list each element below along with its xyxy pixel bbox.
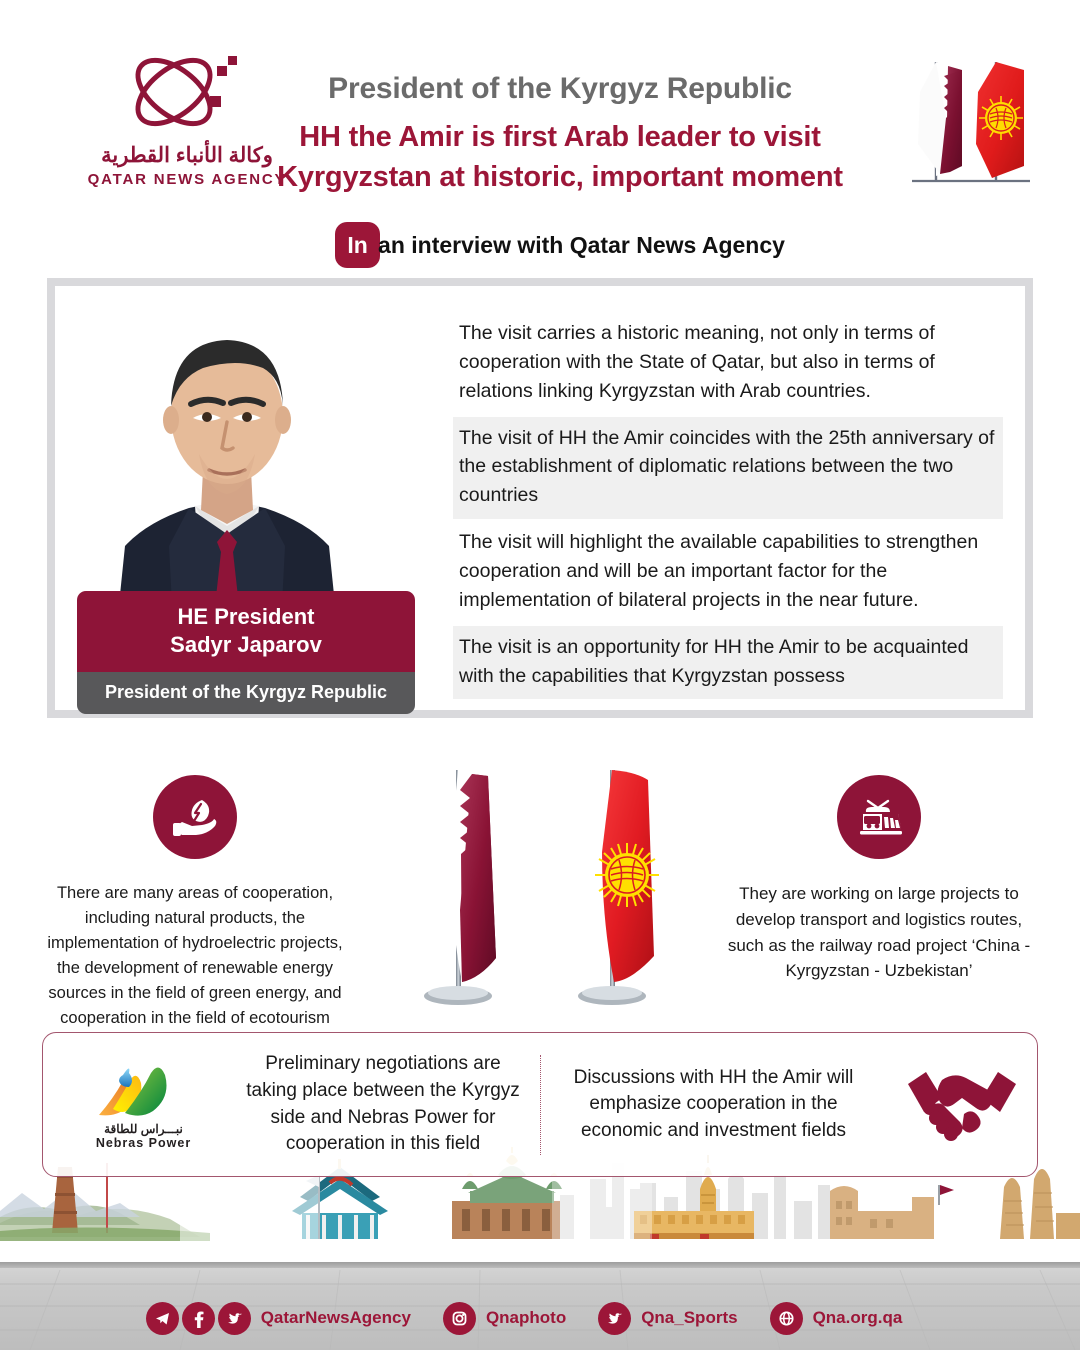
headline-line-2: Kyrgyzstan at historic, important moment [277,161,843,194]
nebras-power-logo [61,1059,226,1150]
header-kicker: President of the Kyrgyz Republic [328,72,792,105]
facebook-icon[interactable] [182,1302,215,1335]
headline-line-1: HH the Amir is first Arab leader to visit [299,121,821,153]
social-handle-sports[interactable]: Qna_Sports [641,1308,738,1327]
social-handle-main[interactable]: QatarNewsAgency [260,1308,411,1327]
header [0,0,1080,258]
telegram-icon[interactable] [146,1302,179,1335]
social-group-website [770,1302,909,1335]
handshake-icon [887,1056,1037,1153]
social-group-sports [598,1302,743,1335]
twitter-icon[interactable] [598,1302,631,1335]
quote-list [435,286,1025,710]
discussions-block [540,1033,1037,1176]
twitter-icon[interactable] [218,1302,251,1335]
discussions-text: Discussions with HH the Amir will emphasize cooperation in the economic and investment fields [573,1066,854,1141]
social-handle-instagram[interactable]: Qnaphoto [485,1308,567,1327]
header-titles [250,72,870,197]
transport-projects-text: They are working on large projects to develop transport and logistics routes, such as the railway road project ‘China - Kyrgyzstan - Uzbekistan’ [727,884,1031,981]
nebras-logo-arabic: نبـــراس للطاقة [104,1122,183,1136]
bottom-panel [42,1032,1038,1177]
nebras-block [43,1033,540,1176]
quote-card [47,278,1033,718]
header-flags [900,48,1060,198]
train-icon [837,775,921,859]
hand-holding-green-energy-icon [153,775,237,859]
nebras-logo-latin: Nebras Power [95,1136,192,1150]
interview-label: an interview with Qatar News Agency [378,231,785,258]
quote-item: The visit carries a historic meaning, not only in terms of cooperation with the State of Qatar, but also in terms of relations linking Kyrgyzstan with Arab countries. [459,322,935,402]
interview-row [250,222,870,268]
quote-item: The visit will highlight the available capabilities to strengthen cooperation and will be an important factor for the implementation of bilateral projects in the near future. [459,531,979,611]
in-badge: In [335,222,380,268]
instagram-icon[interactable] [443,1302,476,1335]
qna-logo-latin: QATAR NEWS AGENCY [87,171,287,188]
nameplate-subtitle: President of the Kyrgyz Republic [77,672,415,714]
nebras-negotiations-text: Preliminary negotiations are taking place between the Kyrgyz side and Nebras Power for cooperation in this field [246,1053,520,1155]
nameplate-title [77,591,415,672]
middle-flags [392,760,692,1025]
quote-item: The visit is an opportunity for HH the Amir to be acquainted with the capabilities that Kyrgyzstan possess [453,626,1003,700]
cooperation-areas-block [35,775,355,1031]
cooperation-areas-text: There are many areas of cooperation, including natural products, the implementation of hydroelectric projects, the development of renewable energy sources in the field of green energy, and cooperation in the field of ecotourism [47,884,343,1028]
social-handle-website[interactable]: Qna.org.qa [812,1308,903,1327]
quote-item: The visit of HH the Amir coincides with the 25th anniversary of the establishment of diplomatic relations between the two countries [453,417,1003,520]
nameplate-title-line-2: Sadyr Japarov [170,632,322,658]
globe-icon[interactable] [770,1302,803,1335]
president-portrait [77,294,377,624]
nameplate-title-line-1: HE President [177,604,315,629]
social-group-instagram [443,1302,572,1335]
qna-logo-arabic: وكالة الأنباء القطرية [101,144,273,167]
qna-logo-mark [122,44,252,139]
nameplate [77,591,415,714]
middle-section [0,760,1080,1040]
transport-projects-block [718,775,1040,984]
social-group-main [146,1302,417,1335]
portrait-block [55,286,435,710]
panel-divider [540,1055,541,1155]
social-footer [0,1292,1080,1344]
